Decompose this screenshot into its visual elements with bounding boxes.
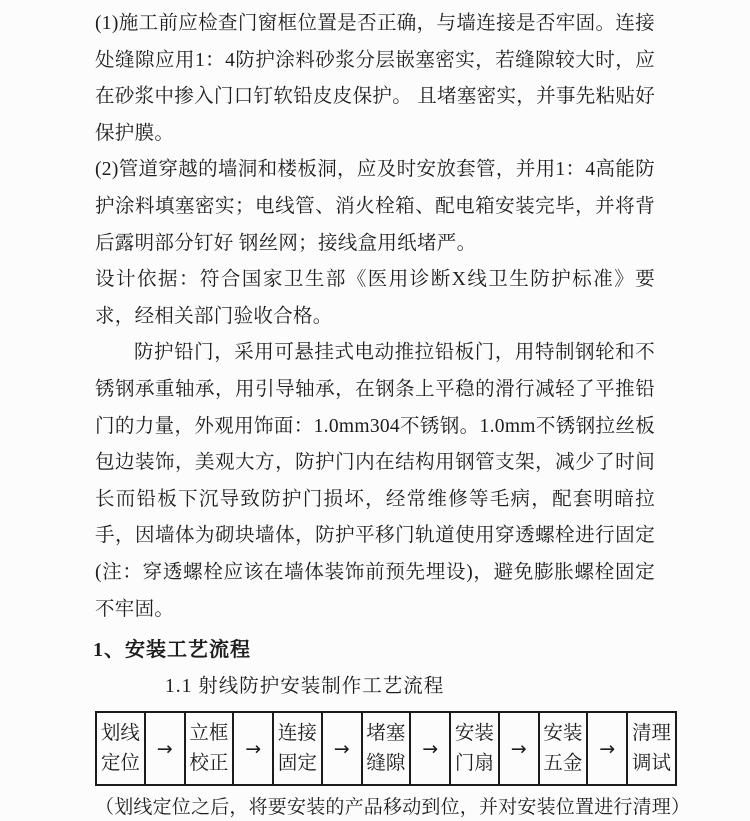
paragraph-design-basis: 设计依据：符合国家卫生部《医用诊断X线卫生防护标准》要求，经相关部门验收合格。 [95, 269, 655, 327]
process-flow-row [96, 712, 676, 785]
arrow-right-icon: → [145, 712, 185, 785]
section-heading: 1、安装工艺流程 [93, 639, 251, 662]
flow-step-gap-sealing: 堵塞缝隙 [362, 712, 411, 785]
paragraph-pipe-penetration: (2)管道穿越的墙洞和楼板洞，应及时安放套管，并用1：4高能防护涂料填塞密实；电线管、消火栓箱、配电箱安装完毕，并将背后露明部分钉好 钢丝网；接线盒用纸堵严。 [95, 159, 655, 254]
subsection-heading: 1.1 射线防护安装制作工艺流程 [165, 676, 445, 698]
arrow-right-icon: → [499, 712, 539, 785]
flow-step-frame-correction: 立框校正 [185, 712, 234, 785]
paragraph-lead-door: 防护铅门，采用可悬挂式电动推拉铅板门，用特制钢轮和不锈钢承重轴承，用引导轴承，在钢条上平稳的滑行减轻了平推铅门的力量，外观用饰面：1.0mm304不锈钢。1.0mm不锈钢拉丝板包边装饰，美观大方，防护门内在结构用钢管支架，减少了时间长而铅板下沉导致防护门损坏，经常维修等毛病，配套明暗拉手，因墙体为砌块墙体，防护平移门轨道使用穿透螺栓进行固定(注：穿透螺栓应该在墙体装饰前预先埋设)，避免膨胀螺栓固定不牢固。 [95, 342, 655, 620]
flow-step-hardware-install: 安装五金 [539, 712, 588, 785]
flow-step-door-leaf-install: 安装门扇 [450, 712, 499, 785]
arrow-right-icon: → [233, 712, 273, 785]
arrow-right-icon: → [322, 712, 362, 785]
arrow-right-icon: → [410, 712, 450, 785]
flow-step-layout-positioning: 划线定位 [96, 712, 145, 785]
process-flow-table [95, 711, 677, 786]
paragraph-construction-check: (1)施工前应检查门窗框位置是否正确，与墙连接是否牢固。连接处缝隙应用1：4防护涂料砂浆分层嵌塞密实，若缝隙较大时，应在砂浆中掺入门口钉软铅皮皮保护。 且堵塞密实，并事先粘贴好保护膜。 [95, 13, 655, 144]
flow-step-cleanup-debug: 清理调试 [627, 712, 676, 785]
flow-step-connection-fixing: 连接固定 [273, 712, 322, 785]
flow-caption: （划线定位之后，将要安装的产品移动到位，并对安装位置进行清理） [95, 797, 691, 819]
document-body [95, 6, 655, 628]
arrow-right-icon: → [587, 712, 627, 785]
